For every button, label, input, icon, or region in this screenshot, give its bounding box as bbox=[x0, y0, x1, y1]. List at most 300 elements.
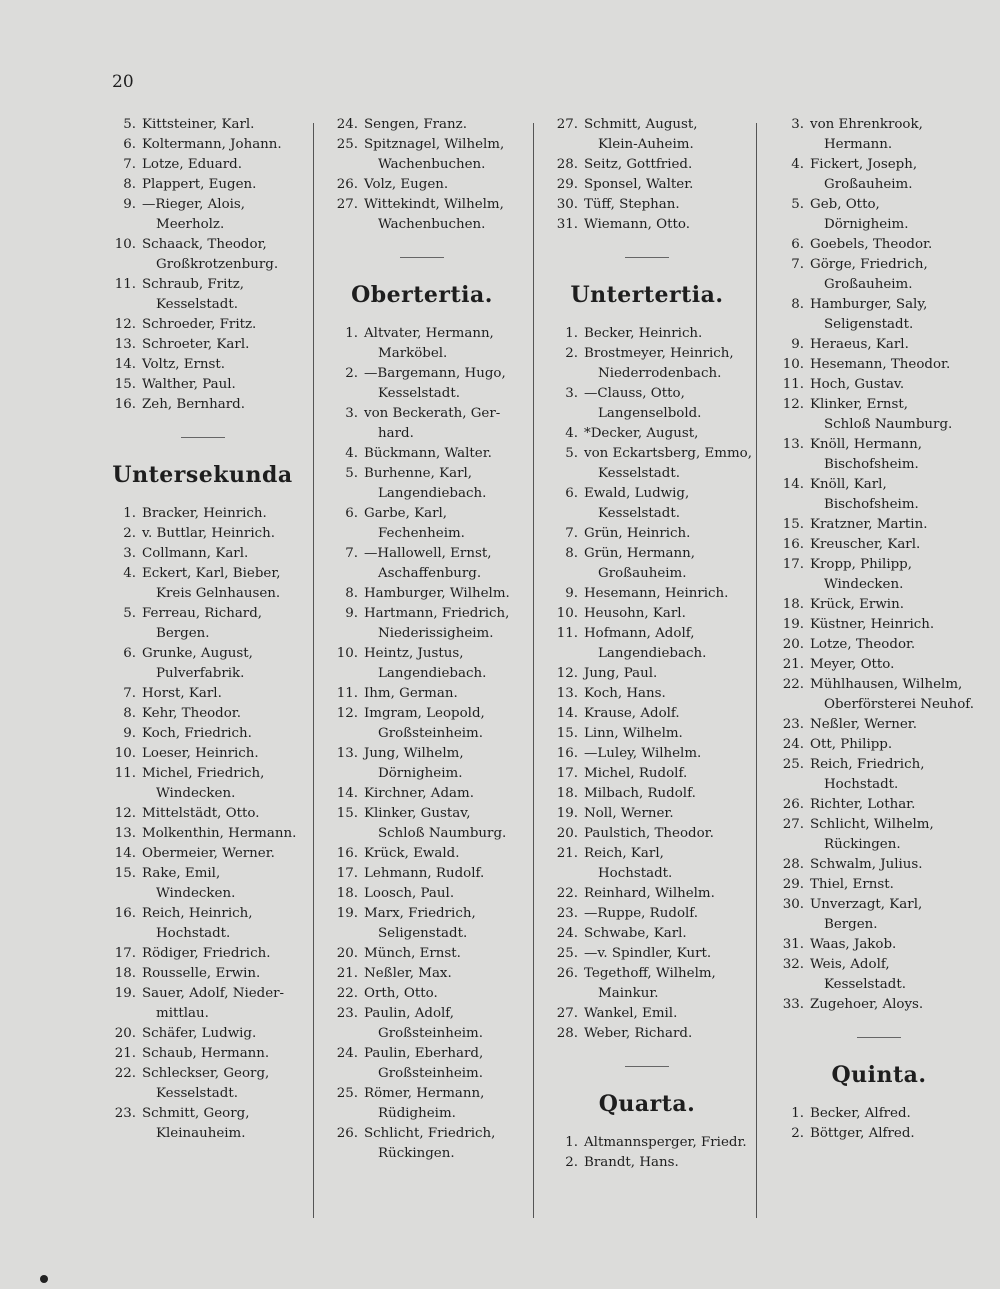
entry-number: 5. bbox=[123, 117, 136, 132]
list-item bbox=[322, 684, 522, 704]
entry-name bbox=[364, 704, 522, 744]
entry-name bbox=[584, 324, 752, 344]
entry-name bbox=[142, 275, 305, 315]
entry-name bbox=[364, 604, 522, 644]
entry-line: Schmitt, August, bbox=[584, 117, 698, 132]
entry-number: 11. bbox=[782, 377, 804, 392]
ink-spot bbox=[40, 1275, 48, 1283]
entry-line: Reinhard, Wilhelm. bbox=[584, 886, 715, 901]
list-item bbox=[322, 195, 522, 235]
entry-name bbox=[142, 844, 305, 864]
entry-continuation: Windecken. bbox=[156, 886, 236, 901]
list-item bbox=[100, 604, 305, 644]
list-item bbox=[100, 395, 305, 415]
entry-number: 7. bbox=[791, 257, 804, 272]
entry-line: Sponsel, Walter. bbox=[584, 177, 694, 192]
entry-line: von Eckartsberg, Emmo, bbox=[584, 446, 753, 461]
list-item bbox=[322, 704, 522, 744]
section-separator bbox=[625, 1066, 669, 1067]
entry-continuation: Langendiebach. bbox=[598, 646, 707, 661]
entry-line: Schroeter, Karl. bbox=[142, 337, 250, 352]
entry-number: 17. bbox=[556, 766, 578, 781]
entry-line: Marx, Friedrich, bbox=[364, 906, 476, 921]
entry-number: 6. bbox=[791, 237, 804, 252]
entry-name bbox=[364, 364, 522, 404]
entry-number: 11. bbox=[336, 686, 358, 701]
list-item bbox=[542, 155, 752, 175]
entry-number: 14. bbox=[556, 706, 578, 721]
entry-name bbox=[584, 424, 752, 444]
entry-line: Krause, Adolf. bbox=[584, 706, 680, 721]
entry-line: Mühlhausen, Wilhelm, bbox=[810, 677, 963, 692]
entry-line: —Bargemann, Hugo, bbox=[364, 366, 506, 381]
entry-number: 7. bbox=[123, 157, 136, 172]
entry-number: 20. bbox=[336, 946, 358, 961]
entry-line: Jung, Wilhelm, bbox=[364, 746, 464, 761]
section-separator bbox=[400, 257, 444, 258]
entry-name bbox=[584, 664, 752, 684]
list-item bbox=[100, 704, 305, 724]
entry-line: Spitznagel, Wilhelm, bbox=[364, 137, 505, 152]
list-item bbox=[542, 195, 752, 215]
entry-continuation: Kesselstadt. bbox=[598, 506, 680, 521]
entry-name bbox=[810, 855, 990, 875]
entry-line: Altmannsperger, Friedr. bbox=[584, 1135, 747, 1150]
entry-number: 16. bbox=[336, 846, 358, 861]
entry-continuation: Niederrodenbach. bbox=[598, 366, 722, 381]
entry-number: 12. bbox=[782, 397, 804, 412]
list-item bbox=[100, 275, 305, 315]
entry-name bbox=[584, 215, 752, 235]
list-item bbox=[322, 864, 522, 884]
entry-number: 32. bbox=[782, 957, 804, 972]
entry-name bbox=[364, 584, 522, 604]
entry-name bbox=[584, 804, 752, 824]
entry-name bbox=[364, 864, 522, 884]
entry-line: Schmitt, Georg, bbox=[142, 1106, 250, 1121]
entry-line: Ewald, Ludwig, bbox=[584, 486, 690, 501]
entry-continuation: Bischofsheim. bbox=[824, 457, 919, 472]
entry-name bbox=[810, 395, 990, 435]
entry-name bbox=[584, 484, 752, 524]
list-item bbox=[100, 984, 305, 1024]
entry-line: Unverzagt, Karl, bbox=[810, 897, 923, 912]
list-item bbox=[322, 544, 522, 584]
entry-continuation: Großauheim. bbox=[598, 566, 687, 581]
entry-name bbox=[364, 1004, 522, 1044]
entry-name bbox=[584, 684, 752, 704]
entry-line: Seitz, Gottfried. bbox=[584, 157, 693, 172]
entry-name bbox=[810, 435, 990, 475]
list-item bbox=[100, 375, 305, 395]
entry-name bbox=[142, 1104, 305, 1144]
entry-line: Loosch, Paul. bbox=[364, 886, 455, 901]
entry-line: Paulin, Adolf, bbox=[364, 1006, 455, 1021]
entry-number: 28. bbox=[556, 157, 578, 172]
list-item bbox=[100, 235, 305, 275]
list-item bbox=[322, 135, 522, 175]
list-item bbox=[322, 1004, 522, 1044]
entry-line: v. Buttlar, Heinrich. bbox=[142, 526, 275, 541]
list-item bbox=[768, 755, 990, 795]
entry-line: Altvater, Hermann, bbox=[364, 326, 494, 341]
entry-name bbox=[142, 195, 305, 235]
entry-line: Tüff, Stephan. bbox=[584, 197, 680, 212]
entry-name bbox=[364, 684, 522, 704]
entry-continuation: Pulverfabrik. bbox=[156, 666, 245, 681]
list-item bbox=[322, 744, 522, 784]
entry-line: Noll, Werner. bbox=[584, 806, 674, 821]
entry-name bbox=[584, 964, 752, 1004]
entry-name bbox=[364, 195, 522, 235]
entry-line: Koch, Friedrich. bbox=[142, 726, 252, 741]
entry-name bbox=[364, 135, 522, 175]
entry-name bbox=[810, 815, 990, 855]
entry-line: Imgram, Leopold, bbox=[364, 706, 485, 721]
entry-line: Obermeier, Werner. bbox=[142, 846, 275, 861]
entry-line: Ferreau, Richard, bbox=[142, 606, 263, 621]
entry-line: Schleckser, Georg, bbox=[142, 1066, 270, 1081]
entry-number: 10. bbox=[782, 357, 804, 372]
entry-name bbox=[142, 984, 305, 1024]
entry-name bbox=[810, 595, 990, 615]
entry-line: Ihm, German. bbox=[364, 686, 458, 701]
column-divider bbox=[756, 123, 757, 1218]
list-item bbox=[542, 844, 752, 884]
list-item bbox=[542, 484, 752, 524]
entry-line: —Ruppe, Rudolf. bbox=[584, 906, 699, 921]
entry-line: Lotze, Theodor. bbox=[810, 637, 916, 652]
entry-line: —Hallowell, Ernst, bbox=[364, 546, 492, 561]
entry-number: 6. bbox=[123, 137, 136, 152]
section-heading: Untersekunda bbox=[112, 462, 293, 488]
entry-number: 13. bbox=[782, 437, 804, 452]
entry-number: 28. bbox=[556, 1026, 578, 1041]
entry-name bbox=[810, 995, 990, 1015]
entry-number: 18. bbox=[114, 966, 136, 981]
entry-line: Schaack, Theodor, bbox=[142, 237, 267, 252]
entry-name bbox=[584, 444, 752, 484]
list-item bbox=[100, 135, 305, 155]
entry-continuation: Bergen. bbox=[824, 917, 878, 932]
list-item bbox=[100, 644, 305, 684]
entry-line: Görge, Friedrich, bbox=[810, 257, 928, 272]
list-item bbox=[542, 744, 752, 764]
entry-number: 23. bbox=[556, 906, 578, 921]
entry-number: 10. bbox=[114, 746, 136, 761]
list-item bbox=[100, 315, 305, 335]
entry-name bbox=[364, 1084, 522, 1124]
list-item bbox=[100, 804, 305, 824]
entry-number: 20. bbox=[114, 1026, 136, 1041]
entry-line: Bückmann, Walter. bbox=[364, 446, 492, 461]
entry-line: Tegethoff, Wilhelm, bbox=[584, 966, 716, 981]
entry-name bbox=[364, 444, 522, 464]
entry-line: Meyer, Otto. bbox=[810, 657, 895, 672]
entry-name bbox=[810, 515, 990, 535]
entry-line: Collmann, Karl. bbox=[142, 546, 249, 561]
entry-continuation: Langendiebach. bbox=[378, 486, 487, 501]
entry-number: 16. bbox=[556, 746, 578, 761]
list-item bbox=[542, 764, 752, 784]
list-item bbox=[100, 944, 305, 964]
entry-number: 15. bbox=[114, 377, 136, 392]
list-item bbox=[100, 175, 305, 195]
column-2 bbox=[322, 115, 522, 1164]
entry-number: 17. bbox=[782, 557, 804, 572]
list-item bbox=[100, 904, 305, 944]
list-item bbox=[100, 824, 305, 844]
entry-line: Hartmann, Friedrich, bbox=[364, 606, 510, 621]
entry-number: 20. bbox=[782, 637, 804, 652]
list-item bbox=[322, 944, 522, 964]
entry-name bbox=[364, 544, 522, 584]
entry-line: Schroeder, Fritz. bbox=[142, 317, 257, 332]
entry-number: 12. bbox=[114, 317, 136, 332]
list-item bbox=[322, 644, 522, 684]
entry-number: 3. bbox=[791, 117, 804, 132]
entry-name bbox=[142, 644, 305, 684]
list-item bbox=[542, 324, 752, 344]
entry-continuation: Großkrotzenburg. bbox=[156, 257, 279, 272]
entry-continuation: Rückingen. bbox=[378, 1146, 455, 1161]
entry-number: 18. bbox=[556, 786, 578, 801]
list-item bbox=[322, 324, 522, 364]
list-item bbox=[322, 1044, 522, 1084]
entry-number: 26. bbox=[556, 966, 578, 981]
entry-name bbox=[364, 784, 522, 804]
entry-name bbox=[364, 404, 522, 444]
entry-line: Grün, Hermann, bbox=[584, 546, 696, 561]
entry-line: Goebels, Theodor. bbox=[810, 237, 933, 252]
entry-line: Heintz, Justus, bbox=[364, 646, 464, 661]
entry-name bbox=[142, 744, 305, 764]
section-heading: Untertertia. bbox=[570, 282, 724, 308]
entry-number: 27. bbox=[782, 817, 804, 832]
entry-name bbox=[142, 524, 305, 544]
entry-continuation: Schloß Naumburg. bbox=[378, 826, 507, 841]
list-item bbox=[100, 524, 305, 544]
entry-number: 25. bbox=[336, 137, 358, 152]
list-item bbox=[768, 375, 990, 395]
entry-line: Kehr, Theodor. bbox=[142, 706, 241, 721]
entry-name bbox=[364, 175, 522, 195]
list-item bbox=[542, 424, 752, 444]
entry-name bbox=[142, 335, 305, 355]
entry-number: 19. bbox=[556, 806, 578, 821]
entry-continuation: Aschaffenburg. bbox=[378, 566, 482, 581]
entry-name bbox=[142, 704, 305, 724]
entry-continuation: Großsteinheim. bbox=[378, 1026, 483, 1041]
list-item bbox=[768, 675, 990, 715]
entry-number: 28. bbox=[782, 857, 804, 872]
list-item bbox=[768, 795, 990, 815]
section-separator bbox=[625, 257, 669, 258]
entry-number: 27. bbox=[556, 117, 578, 132]
list-item bbox=[768, 255, 990, 295]
entry-name bbox=[810, 195, 990, 235]
section-separator bbox=[181, 437, 225, 438]
entry-number: 31. bbox=[556, 217, 578, 232]
list-item bbox=[542, 624, 752, 664]
entry-name bbox=[584, 724, 752, 744]
entry-number: 2. bbox=[345, 366, 358, 381]
entry-continuation: Kleinauheim. bbox=[156, 1126, 246, 1141]
entry-name bbox=[584, 924, 752, 944]
entry-name bbox=[142, 1064, 305, 1104]
entry-line: Paulstich, Theodor. bbox=[584, 826, 714, 841]
entry-line: Wankel, Emil. bbox=[584, 1006, 678, 1021]
entry-line: von Ehrenkrook, bbox=[810, 117, 923, 132]
entry-line: Grün, Heinrich. bbox=[584, 526, 691, 541]
entry-continuation: Oberförsterei Neuhof. bbox=[824, 697, 975, 712]
entry-line: Knöll, Hermann, bbox=[810, 437, 922, 452]
entry-continuation: Bischofsheim. bbox=[824, 497, 919, 512]
entry-name bbox=[810, 875, 990, 895]
entry-name bbox=[142, 604, 305, 644]
entry-continuation: Großsteinheim. bbox=[378, 1066, 483, 1081]
entry-name bbox=[584, 155, 752, 175]
entry-name bbox=[364, 644, 522, 684]
entry-line: Hesemann, Heinrich. bbox=[584, 586, 729, 601]
entry-line: Orth, Otto. bbox=[364, 986, 438, 1001]
entry-number: 13. bbox=[336, 746, 358, 761]
entry-name bbox=[364, 1124, 522, 1164]
entry-name bbox=[142, 395, 305, 415]
entry-line: Wiemann, Otto. bbox=[584, 217, 691, 232]
list-item bbox=[768, 815, 990, 855]
entry-continuation: Hermann. bbox=[824, 137, 893, 152]
list-item bbox=[542, 115, 752, 155]
entry-number: 21. bbox=[336, 966, 358, 981]
entry-number: 1. bbox=[565, 326, 578, 341]
entry-number: 21. bbox=[556, 846, 578, 861]
entry-line: Michel, Rudolf. bbox=[584, 766, 688, 781]
entry-number: 30. bbox=[556, 197, 578, 212]
list-item bbox=[542, 964, 752, 1004]
entry-continuation: Kesselstadt. bbox=[378, 386, 460, 401]
entry-line: Schwabe, Karl. bbox=[584, 926, 687, 941]
list-item bbox=[768, 1104, 990, 1124]
entry-number: 4. bbox=[791, 157, 804, 172]
entry-name bbox=[142, 375, 305, 395]
entry-number: 13. bbox=[114, 337, 136, 352]
entry-line: Klinker, Gustav, bbox=[364, 806, 471, 821]
list-item bbox=[100, 764, 305, 804]
list-item bbox=[542, 804, 752, 824]
entry-number: 26. bbox=[336, 1126, 358, 1141]
entry-line: Wittekindt, Wilhelm, bbox=[364, 197, 504, 212]
entry-line: Rödiger, Friedrich. bbox=[142, 946, 271, 961]
list-item bbox=[322, 844, 522, 864]
entry-line: Weber, Richard. bbox=[584, 1026, 693, 1041]
entry-name bbox=[364, 944, 522, 964]
entry-name bbox=[142, 135, 305, 155]
entry-number: 15. bbox=[556, 726, 578, 741]
list-item bbox=[100, 544, 305, 564]
entry-line: Volz, Eugen. bbox=[364, 177, 449, 192]
list-item bbox=[768, 995, 990, 1015]
entry-name bbox=[810, 895, 990, 935]
list-item bbox=[542, 444, 752, 484]
list-item bbox=[100, 1064, 305, 1104]
entry-number: 12. bbox=[556, 666, 578, 681]
list-item bbox=[100, 335, 305, 355]
entry-line: Eckert, Karl, Bieber, bbox=[142, 566, 281, 581]
entry-name bbox=[142, 115, 305, 135]
list-item bbox=[100, 864, 305, 904]
list-item bbox=[768, 155, 990, 195]
list-item bbox=[322, 1084, 522, 1124]
entry-name bbox=[584, 524, 752, 544]
list-item bbox=[768, 895, 990, 935]
entry-line: Neßler, Max. bbox=[364, 966, 452, 981]
list-item bbox=[768, 935, 990, 955]
entry-line: Voltz, Ernst. bbox=[142, 357, 226, 372]
entry-line: Schwalm, Julius. bbox=[810, 857, 923, 872]
list-item bbox=[542, 944, 752, 964]
entry-line: Kreuscher, Karl. bbox=[810, 537, 921, 552]
entry-number: 17. bbox=[336, 866, 358, 881]
entry-number: 14. bbox=[336, 786, 358, 801]
entry-name bbox=[810, 735, 990, 755]
entry-continuation: Rückingen. bbox=[824, 837, 901, 852]
entry-continuation: Kesselstadt. bbox=[598, 466, 680, 481]
list-item bbox=[542, 924, 752, 944]
entry-name bbox=[584, 1133, 752, 1153]
entry-line: Thiel, Ernst. bbox=[810, 877, 894, 892]
entry-name bbox=[142, 864, 305, 904]
entry-name bbox=[584, 1024, 752, 1044]
entry-number: 23. bbox=[336, 1006, 358, 1021]
entry-number: 5. bbox=[565, 446, 578, 461]
list-item bbox=[100, 155, 305, 175]
entry-line: Hesemann, Theodor. bbox=[810, 357, 951, 372]
list-item bbox=[100, 504, 305, 524]
entry-number: 25. bbox=[782, 757, 804, 772]
entry-name bbox=[584, 175, 752, 195]
entry-name bbox=[584, 884, 752, 904]
list-item bbox=[768, 635, 990, 655]
entry-number: 9. bbox=[345, 606, 358, 621]
entry-name bbox=[810, 635, 990, 655]
entry-number: 14. bbox=[782, 477, 804, 492]
entry-number: 26. bbox=[336, 177, 358, 192]
entry-number: 14. bbox=[114, 357, 136, 372]
column-divider bbox=[313, 123, 314, 1218]
entry-line: Grunke, August, bbox=[142, 646, 253, 661]
list-item bbox=[768, 955, 990, 995]
entry-number: 13. bbox=[556, 686, 578, 701]
entry-name bbox=[364, 504, 522, 544]
list-item bbox=[322, 964, 522, 984]
entry-continuation: Langenselbold. bbox=[598, 406, 702, 421]
list-item bbox=[100, 844, 305, 864]
entry-line: Reich, Karl, bbox=[584, 846, 664, 861]
list-item bbox=[768, 335, 990, 355]
entry-name bbox=[142, 355, 305, 375]
list-item bbox=[768, 1124, 990, 1144]
entry-number: 1. bbox=[565, 1135, 578, 1150]
list-item bbox=[100, 1024, 305, 1044]
list-item bbox=[768, 235, 990, 255]
entry-line: Kirchner, Adam. bbox=[364, 786, 474, 801]
entry-line: Brandt, Hans. bbox=[584, 1155, 679, 1170]
entry-continuation: Seligenstadt. bbox=[378, 926, 468, 941]
entry-line: Römer, Hermann, bbox=[364, 1086, 485, 1101]
entry-continuation: Kesselstadt. bbox=[824, 977, 906, 992]
entry-line: —Clauss, Otto, bbox=[584, 386, 685, 401]
